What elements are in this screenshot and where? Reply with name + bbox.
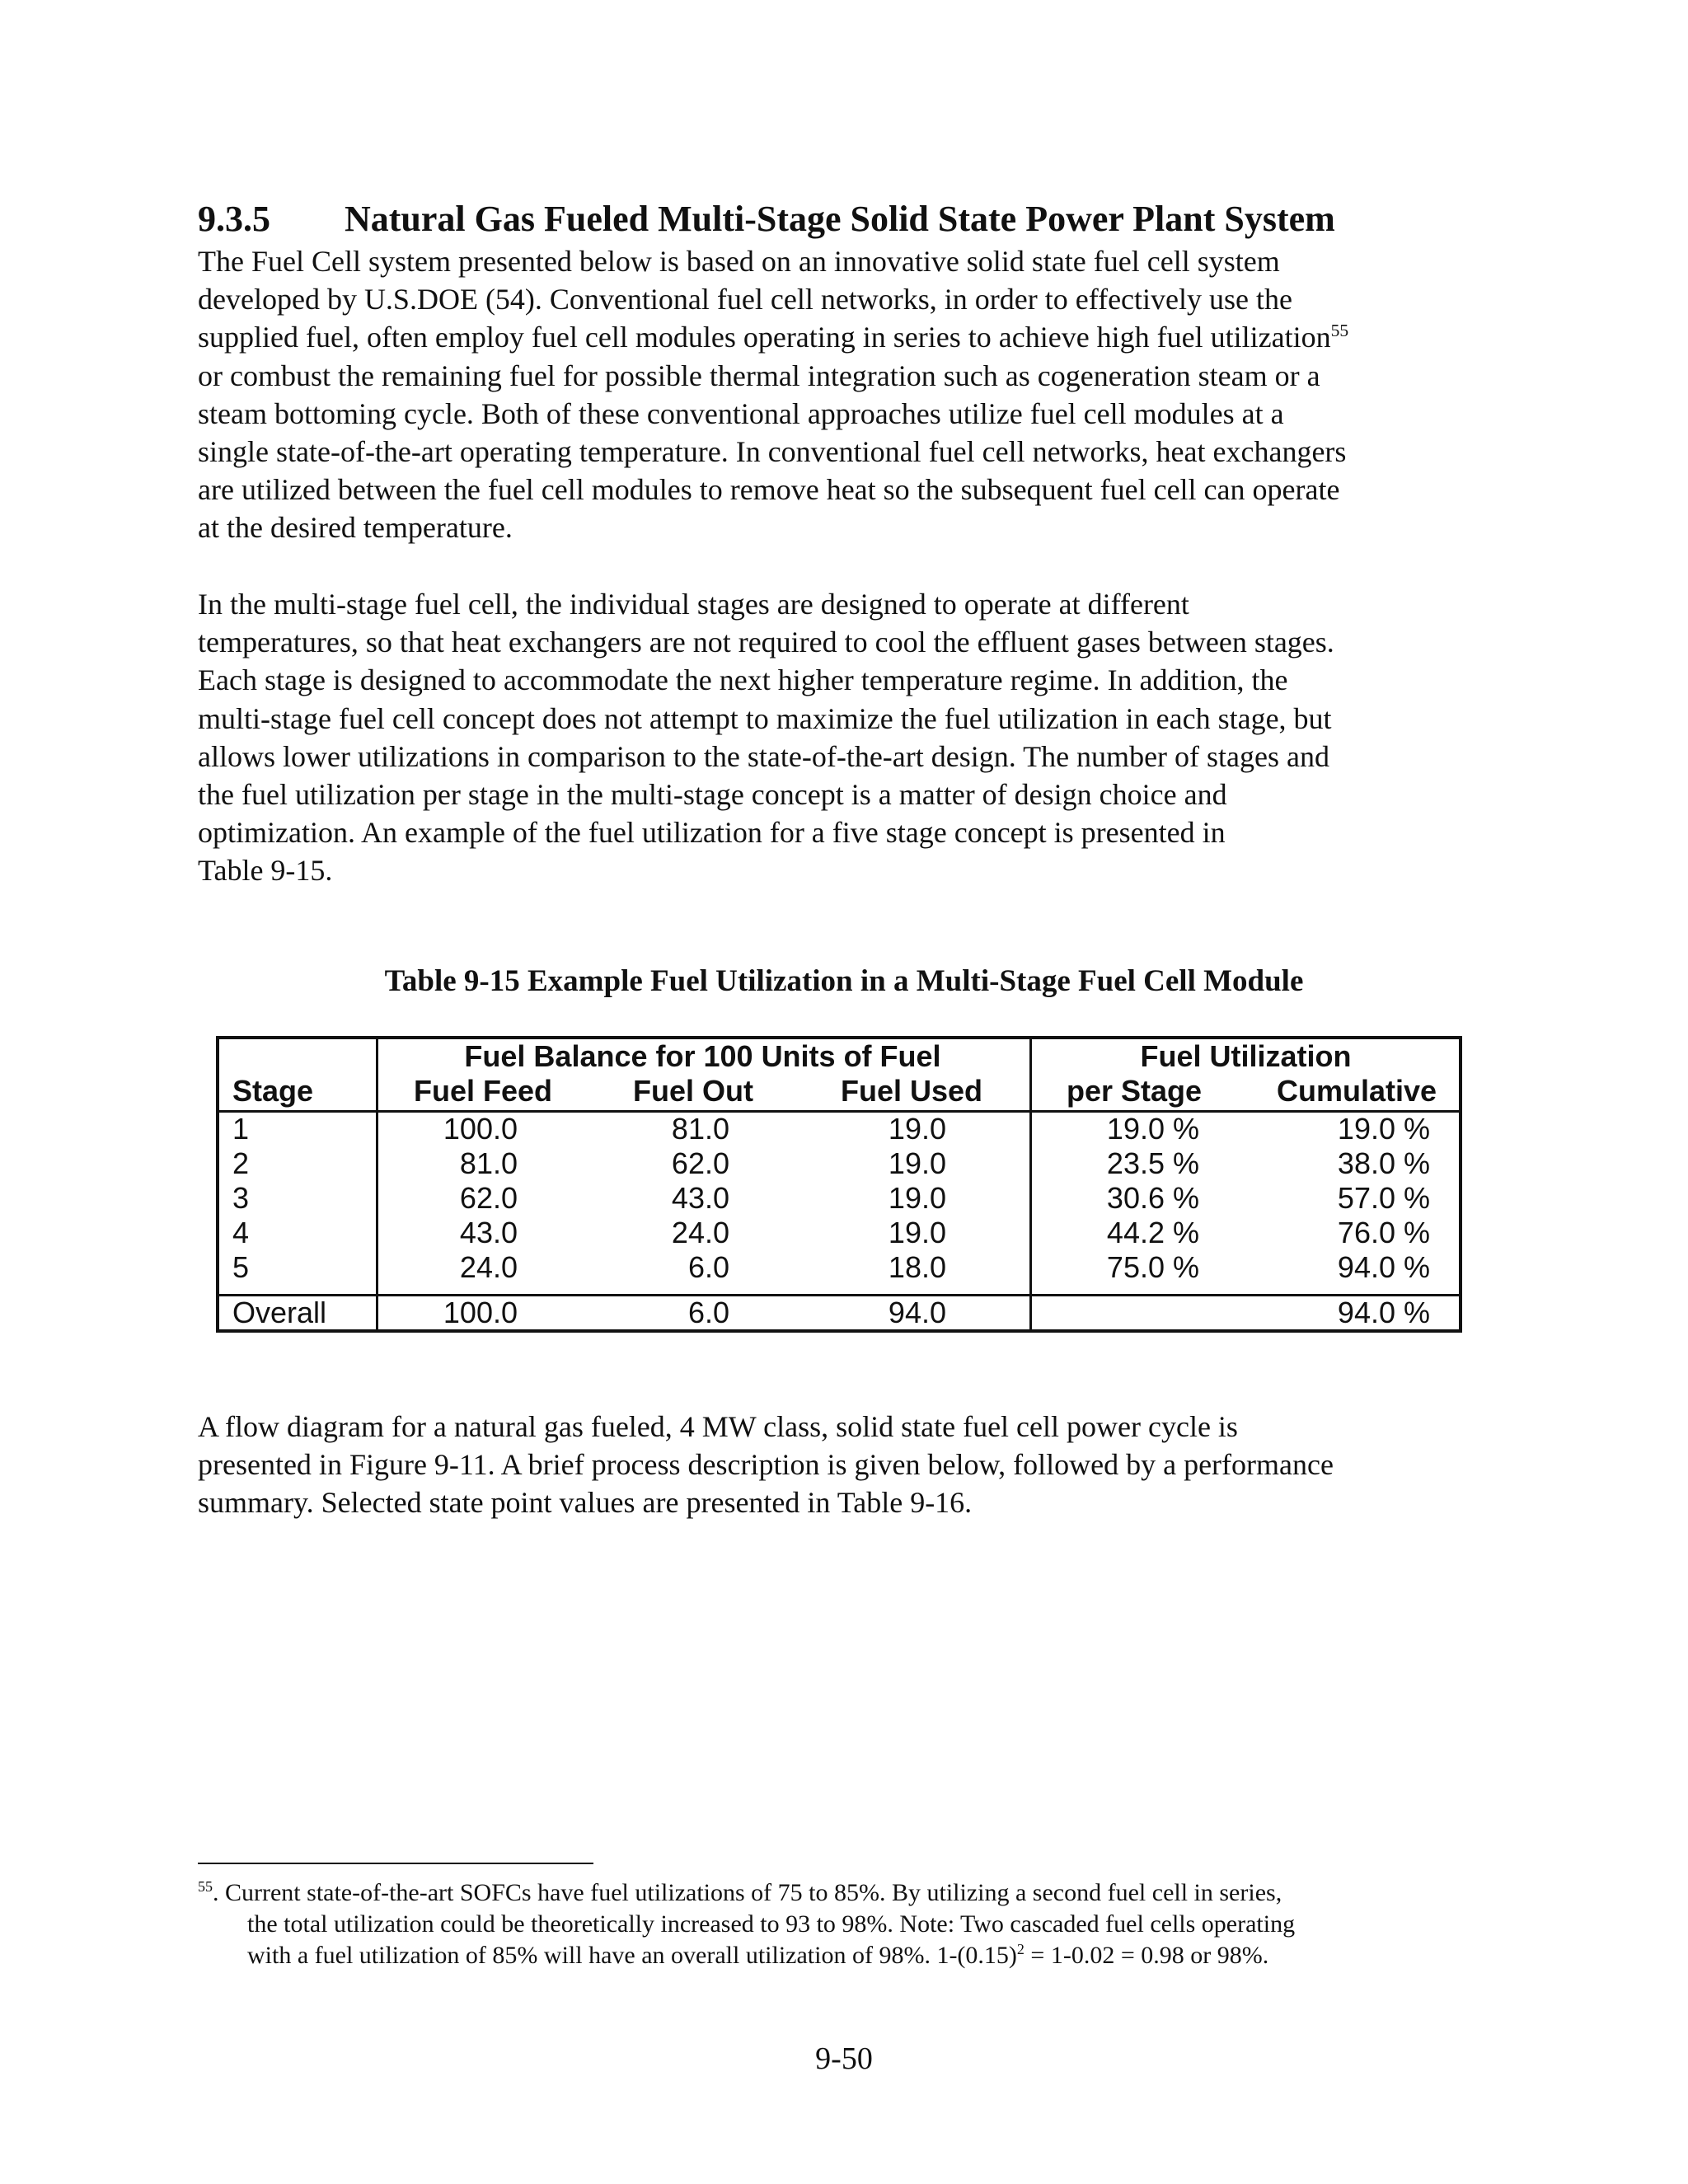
cell-overall-label: Overall (232, 1296, 327, 1329)
paragraph-flow-diagram (198, 1408, 1517, 1522)
cell-fuel-used: 19.0 (888, 1216, 946, 1249)
paragraph-line: temperatures, so that heat exchangers are not required to cool the effluent gases between stages. (198, 626, 1334, 659)
cell-fuel-feed: 43.0 (459, 1216, 518, 1249)
paragraph-multistage (198, 585, 1517, 890)
paragraph-line: A flow diagram for a natural gas fueled, 4 MW class, solid state fuel cell power cycle is (198, 1410, 1238, 1443)
header-fuel-feed: Fuel Feed (413, 1074, 553, 1108)
footnote-reference: 55 (1330, 321, 1349, 341)
paragraph-line: The Fuel Cell system presented below is based on an innovative solid state fuel cell system (198, 245, 1280, 278)
table-divider (376, 1039, 378, 1329)
header-fuel-used: Fuel Used (840, 1074, 983, 1108)
cell-stage: 5 (232, 1250, 250, 1284)
cell-per-stage: 75.0 % (1106, 1250, 1199, 1284)
header-cumulative: Cumulative (1276, 1074, 1437, 1108)
footnote-line: the total utilization could be theoretically increased to 93 to 98%. Note: Two cascaded fuel cells operating (247, 1910, 1296, 1938)
cell-fuel-out: 81.0 (671, 1112, 729, 1146)
header-fuel-out: Fuel Out (633, 1074, 753, 1108)
paragraph-line: steam bottoming cycle. Both of these conventional approaches utilize fuel cell modules at a (198, 396, 1284, 430)
paragraph-line: developed by U.S.DOE (54). Conventional fuel cell networks, in order to effectively use the (198, 283, 1292, 316)
cell-stage: 3 (232, 1181, 250, 1215)
cell-overall-used: 94.0 (888, 1296, 946, 1329)
paragraph-line: Table 9-15. (198, 854, 333, 888)
cell-fuel-used: 19.0 (888, 1112, 946, 1146)
footnote-line: with a fuel utilization of 85% will have an overall utilization of 98%. $1-(0.15)^2 = 1-0.02 = 0.98$ or 98%. (247, 1941, 1269, 1969)
cell-fuel-out: 43.0 (671, 1181, 729, 1215)
footnote-line: $^{55}$. Current state-of-the-art SOFCs have fuel utilizations of 75 to 85%. By utilizing a second fuel cell in series, (198, 1878, 1282, 1906)
cell-cumulative: 76.0 % (1337, 1216, 1430, 1249)
paragraph-line: summary. Selected state point values are presented in Table 9-16. (198, 1486, 973, 1520)
footnote-separator (198, 1863, 593, 1864)
table-divider (219, 1110, 1459, 1113)
paragraph-line: the fuel utilization per stage in the multi-stage concept is a matter of design choice and (198, 778, 1227, 812)
cell-per-stage: 44.2 % (1106, 1216, 1199, 1249)
paragraph-line: single state-of-the-art operating temperature. In conventional fuel cell networks, heat exchangers (198, 435, 1347, 469)
cell-fuel-used: 19.0 (888, 1146, 946, 1180)
table-caption: Table 9-15 Example Fuel Utilization in a Multi-Stage Fuel Cell Module (384, 964, 1304, 998)
table-divider (1029, 1039, 1032, 1329)
cell-overall-out: 6.0 (687, 1296, 729, 1329)
header-stage: Stage (232, 1074, 314, 1108)
paragraph-line: supplied fuel, often employ fuel cell modules operating in series to achieve high fuel utilization$^{55}$ (198, 321, 1349, 354)
section-title: Natural Gas Fueled Multi-Stage Solid State Power Plant System (345, 199, 1335, 239)
paragraph-line: presented in Figure 9-11. A brief process description is given below, followed by a performance (198, 1448, 1334, 1482)
paragraph-line: allows lower utilizations in comparison to the state-of-the-art design. The number of stages and (198, 739, 1329, 773)
footnote (198, 1877, 1517, 1971)
cell-fuel-feed: 81.0 (459, 1146, 518, 1180)
paragraph-intro (198, 242, 1517, 547)
paragraph-line: optimization. An example of the fuel utilization for a five stage concept is presented in (198, 816, 1226, 850)
cell-fuel-used: 18.0 (888, 1250, 946, 1284)
paragraph-line: at the desired temperature. (198, 511, 513, 545)
section-heading (198, 196, 1335, 242)
page-number: 9-50 (815, 2041, 873, 2076)
paragraph-line: In the multi-stage fuel cell, the individual stages are designed to operate at different (198, 588, 1189, 621)
cell-fuel-feed: 100.0 (443, 1112, 518, 1146)
section-number: 9.3.5 (198, 199, 270, 239)
cell-fuel-out: 62.0 (671, 1146, 729, 1180)
header-fuel-balance: Fuel Balance for 100 Units of Fuel (464, 1039, 941, 1073)
paragraph-line: multi-stage fuel cell concept does not attempt to maximize the fuel utilization in each stage, but (198, 701, 1332, 735)
cell-overall-cumulative: 94.0 % (1337, 1296, 1430, 1329)
paragraph-line: Each stage is designed to accommodate the next higher temperature regime. In addition, the (198, 663, 1288, 697)
header-per-stage: per Stage (1066, 1074, 1203, 1108)
cell-overall-feed: 100.0 (443, 1296, 518, 1329)
cell-per-stage: 30.6 % (1106, 1181, 1199, 1215)
cell-stage: 1 (232, 1112, 250, 1146)
header-fuel-utilization: Fuel Utilization (1140, 1039, 1352, 1073)
cell-cumulative: 57.0 % (1337, 1181, 1430, 1215)
cell-fuel-feed: 24.0 (459, 1250, 518, 1284)
cell-cumulative: 94.0 % (1337, 1250, 1430, 1284)
footnote-marker: 55 (198, 1878, 213, 1895)
cell-fuel-out: 24.0 (671, 1216, 729, 1249)
cell-stage: 2 (232, 1146, 250, 1180)
cell-fuel-out: 6.0 (687, 1250, 729, 1284)
fuel-utilization-table (216, 1036, 1462, 1333)
cell-cumulative: 19.0 % (1337, 1112, 1430, 1146)
cell-cumulative: 38.0 % (1337, 1146, 1430, 1180)
cell-per-stage: 23.5 % (1106, 1146, 1199, 1180)
paragraph-line: or combust the remaining fuel for possible thermal integration such as cogeneration steam or a (198, 359, 1320, 392)
cell-fuel-used: 19.0 (888, 1181, 946, 1215)
table-divider (219, 1294, 1459, 1296)
cell-stage: 4 (232, 1216, 250, 1249)
paragraph-line: are utilized between the fuel cell modules to remove heat so the subsequent fuel cell can operate (198, 473, 1340, 507)
cell-per-stage: 19.0 % (1106, 1112, 1199, 1146)
cell-fuel-feed: 62.0 (459, 1181, 518, 1215)
